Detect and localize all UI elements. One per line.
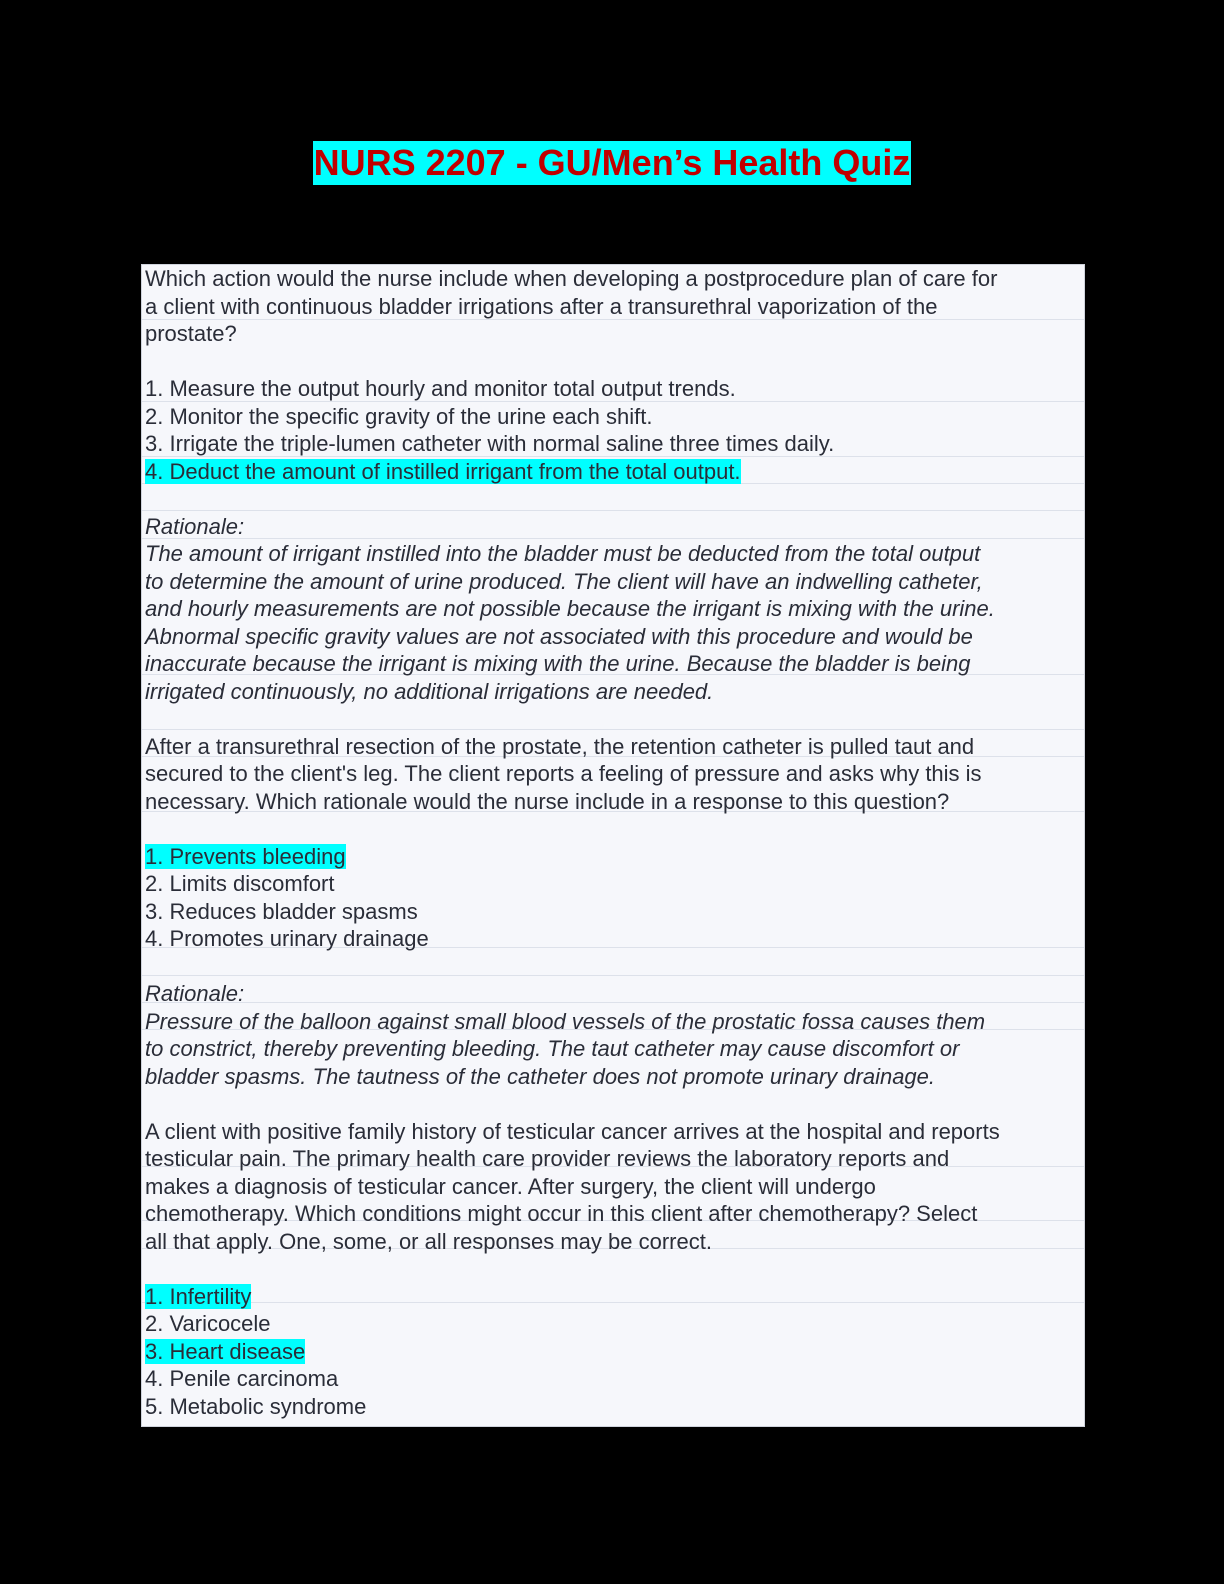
blank-row — [145, 953, 1081, 981]
q2-rationale-line: bladder spasms. The tautness of the catheter does not promote urinary drainage. — [145, 1063, 936, 1089]
quiz-sheet — [141, 264, 1085, 1427]
q2-rationale-label: Rationale: — [145, 981, 245, 1006]
q2-rationale-line: to constrict, thereby preventing bleeding. The taut catheter may cause discomfort or — [145, 1036, 960, 1061]
page-title: NURS 2207 - GU/Men’s Health Quiz — [313, 142, 911, 183]
blank-row — [145, 485, 1081, 513]
q3-option: 5. Metabolic syndrome — [145, 1393, 367, 1419]
blank-row — [145, 1255, 1081, 1283]
q2-option: 4. Promotes urinary drainage — [145, 926, 429, 951]
q2-option-row-correct — [145, 843, 1081, 871]
q1-rationale-line: The amount of irrigant instilled into the bladder must be deducted from the total output — [145, 541, 981, 566]
q1-option: 3. Irrigate the triple-lumen catheter with normal saline three times daily. — [145, 431, 835, 456]
q1-rationale-line: Abnormal specific gravity values are not associated with this procedure and would be — [145, 623, 973, 649]
q2-rationale-line: Pressure of the balloon against small blood vessels of the prostatic fossa causes them — [145, 1008, 986, 1034]
q3-stem-line: testicular pain. The primary health care provider reviews the laboratory reports and — [145, 1146, 950, 1171]
q1-stem-line: Which action would the nurse include when developing a postprocedure plan of care for — [145, 266, 998, 291]
title-wrapper — [0, 141, 1224, 185]
q1-rationale-label: Rationale: — [145, 513, 245, 539]
q1-rationale-line: to determine the amount of urine produced. The client will have an indwelling catheter, — [145, 568, 983, 594]
q1-rationale-line: irrigated continuously, no additional irrigations are needed. — [145, 678, 714, 704]
blank-row — [145, 348, 1081, 376]
q3-correct-option: 3. Heart disease — [145, 1338, 306, 1364]
q2-stem-line: secured to the client's leg. The client reports a feeling of pressure and asks why this is — [145, 761, 982, 786]
quiz-rows — [145, 265, 1081, 1420]
q3-option-row-correct — [145, 1283, 1081, 1311]
q3-option: 2. Varicocele — [145, 1311, 271, 1336]
q2-stem-line: After a transurethral resection of the prostate, the retention catheter is pulled taut and — [145, 733, 975, 759]
q2-option: 3. Reduces bladder spasms — [145, 898, 418, 924]
q1-option: 1. Measure the output hourly and monitor total output trends. — [145, 376, 736, 401]
q1-stem-line: prostate? — [145, 321, 237, 346]
q3-stem-line: A client with positive family history of testicular cancer arrives at the hospital and reports — [145, 1118, 1000, 1144]
q1-correct-option: 4. Deduct the amount of instilled irrigant from the total output. — [145, 458, 741, 484]
q1-stem-line: a client with continuous bladder irrigations after a transurethral vaporization of the — [145, 293, 938, 319]
q3-stem-line: chemotherapy. Which conditions might occur in this client after chemotherapy? Select — [145, 1201, 978, 1226]
q3-option: 4. Penile carcinoma — [145, 1366, 339, 1391]
blank-row — [145, 815, 1081, 843]
q2-correct-option: 1. Prevents bleeding — [145, 843, 346, 869]
blank-row — [145, 1090, 1081, 1118]
q2-stem-line: necessary. Which rationale would the nurse include in a response to this question? — [145, 788, 950, 814]
q2-option: 2. Limits discomfort — [145, 871, 335, 896]
q3-option-row-correct — [145, 1338, 1081, 1366]
q1-rationale-line: inaccurate because the irrigant is mixing with the urine. Because the bladder is being — [145, 651, 971, 676]
q3-stem-line: all that apply. One, some, or all responses may be correct. — [145, 1228, 712, 1254]
q1-option-row-correct — [145, 458, 1081, 486]
blank-row — [145, 705, 1081, 733]
q1-rationale-line: and hourly measurements are not possible because the irrigant is mixing with the urine. — [145, 596, 995, 621]
q3-stem-line: makes a diagnosis of testicular cancer. After surgery, the client will undergo — [145, 1173, 876, 1199]
q1-option: 2. Monitor the specific gravity of the urine each shift. — [145, 403, 653, 429]
q3-correct-option: 1. Infertility — [145, 1283, 252, 1309]
